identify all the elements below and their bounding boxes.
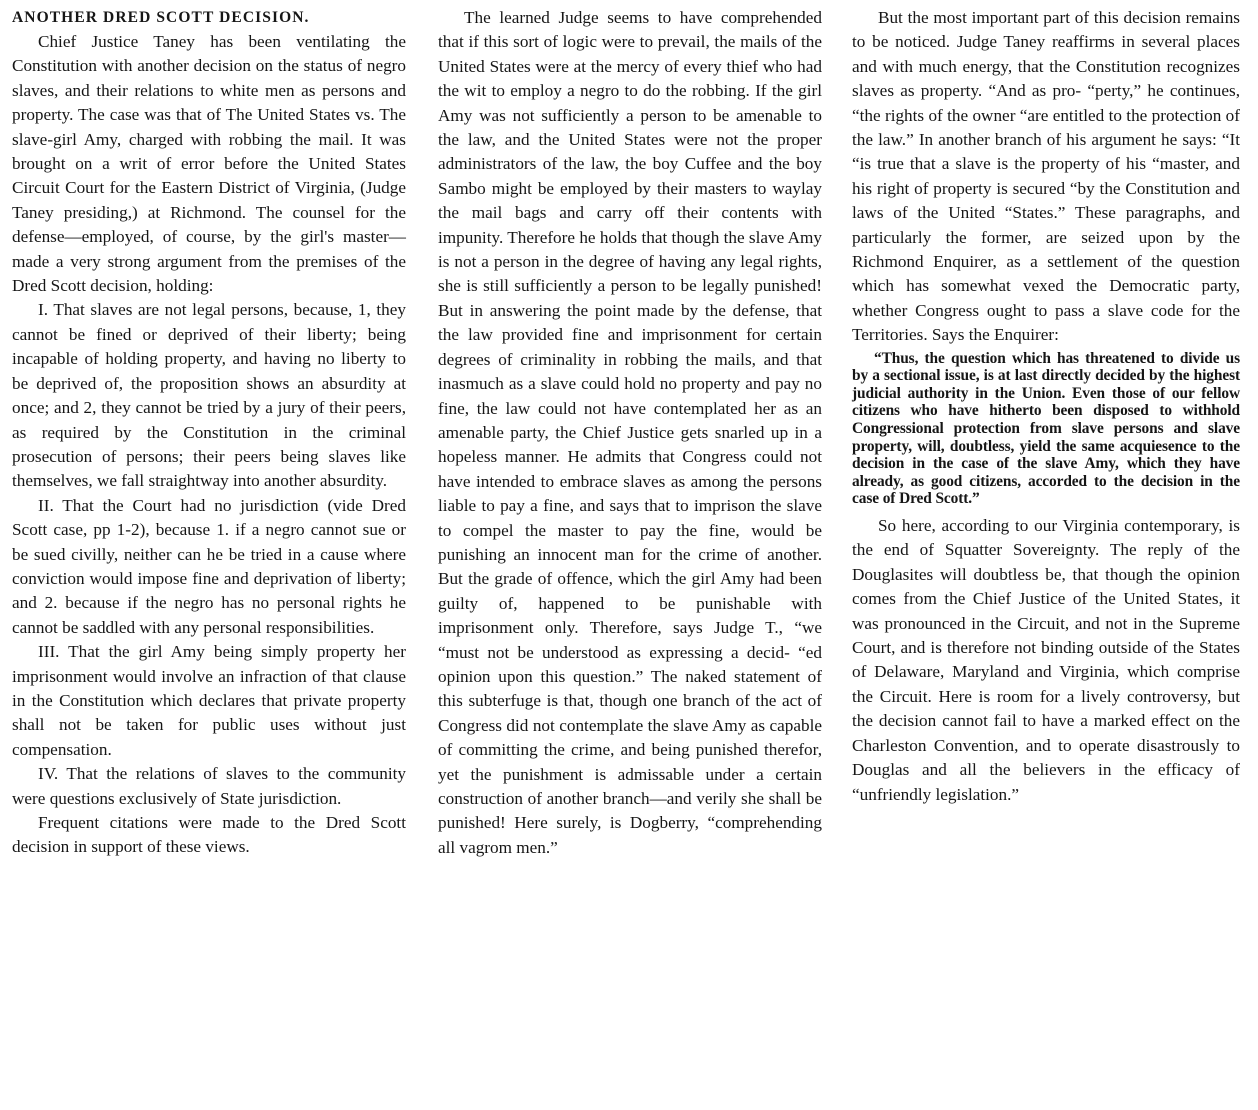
article-paragraph: Frequent citations were made to the Dred Scott decision in support of these views. — [12, 813, 406, 857]
article-column-1 — [12, 6, 406, 860]
article-paragraph: Chief Justice Taney has been ventilating the Constitution with another decision on the status of negro slaves, and their relations to white men as persons and property. The case was that of The United States vs. The slave-girl Amy, charged with robbing the mail. It was brought on a writ of error before the United States Circuit Court for the Eastern District of Virginia, (Judge Taney presiding,) at Richmond. The counsel for the defense—employed, of course, by the girl's master—made a very strong argument from the premises of the Dred Scott decision, holding: — [12, 32, 406, 296]
article-paragraph: IV. That the relations of slaves to the community were questions exclusively of State jurisdiction. — [12, 764, 406, 808]
article-paragraph: III. That the girl Amy being simply property her imprisonment would involve an infraction of that clause in the Constitution which declares that private property shall not be taken for public uses without just compensation. — [12, 642, 406, 759]
article-column-2 — [438, 6, 822, 860]
article-paragraph: But the most important part of this decision remains to be noticed. Judge Taney reaffirms in several places and with much energy, that the Constitution recognizes slaves as property. “And as pro- “perty,” he continues, “the rights of the owner “are entitled to the protection of the law.” In another branch of his argument he says: “It “is true that a slave is the property of his “master, and his right of property is secured “by the Constitution and laws of the United “States.” These paragraphs, and particularly the former, are seized upon by the Richmond Enquirer, as a settlement of the question which has somewhat vexed the Democratic party, whether Congress ought to pass a slave code for the Territories. Says the Enquirer: — [852, 8, 1240, 345]
enquirer-quotation: “Thus, the question which has threatened to divide us by a sectional issue, is at last directly decided by the highest judicial authority in the Union. Even those of our fellow citizens who have hitherto been disposed to withhold Congressional protection from slave persons and slave property, will, doubtless, yield the same acquiesence to the decision in the case of the slave Amy, which they have already, as good citizens, accorded to the decision in the case of Dred Scott.” — [852, 349, 1240, 508]
article-paragraph: I. That slaves are not legal persons, because, 1, they cannot be fined or deprived of their liberty; being incapable of holding property, and having no liberty to be deprived of, the proposition shows an absurdity at once; and 2, they cannot be tried by a jury of their peers, as required by the Constitution in the criminal prosecution of persons; their peers being slaves like themselves, we fall straightway into another absurdity. — [12, 300, 406, 491]
article-paragraph: The learned Judge seems to have comprehended that if this sort of logic were to prevail, the mails of the United States were at the mercy of every thief who had the wit to employ a negro to do the robbing. If the girl Amy was not sufficiently a person to be amenable to the law, and the United States were not the proper administrators of the law, the boy Cuffee and the boy Sambo might be employed by their masters to waylay the mail bags and carry off their contents with impunity. Therefore he holds that though the slave Amy is not a person in the degree of having any legal rights, she is still sufficiently a person to be legally punished! But in answering the point made by the defense, that the law provided fine and imprisonment for certain degrees of criminality in robbing the mails, and that inasmuch as a slave could hold no property and pay no fine, the law could not have contemplated her as an amenable party, the Chief Justice gets snarled up in a hopeless manner. He admits that Congress could not have intended to embrace slaves as among the persons liable to pay a fine, and says that to imprison the slave to compel the master to pay the fine, would be punishing an innocent man for the crime of another. But the grade of offence, which the girl Amy had been guilty of, happened to be punishable with imprisonment only. Therefore, says Judge T., “we “must not be understood as expressing a decid- “ed opinion upon this question.” The naked statement of this subterfuge is that, though one branch of the act of Congress did not contemplate the slave Amy as capable of committing the crime, and being punished therefor, yet the punishment is admissable under a certain construction of another branch—and verily she shall be punished! Here surely, is Dogberry, “comprehending all vagrom men.” — [438, 8, 822, 857]
article-column-3 — [852, 6, 1240, 807]
article-headline: ANOTHER DRED SCOTT DECISION. — [12, 9, 310, 26]
article-paragraph: So here, according to our Virginia contemporary, is the end of Squatter Sovereignty. The reply of the Douglasites will doubtless be, that though the opinion comes from the Chief Justice of the United States, it was pronounced in the Circuit, and not in the Supreme Court, and is therefore not binding outside of the States of Delaware, Maryland and Virginia, which comprise the Circuit. Here is room for a lively controversy, but the decision cannot fail to have a marked effect on the Charleston Convention, and to operate disastrously to Douglas and all the believers in the efficacy of “unfriendly legislation.” — [852, 516, 1240, 804]
article-paragraph: II. That the Court had no jurisdiction (vide Dred Scott case, pp 1-2), because 1. if a negro cannot sue or be sued civilly, neither can he be tried in a cause where conviction would impose fine and deprivation of liberty; and 2. because if the negro has no personal rights he cannot be saddled with any personal responsibilities. — [12, 495, 406, 637]
